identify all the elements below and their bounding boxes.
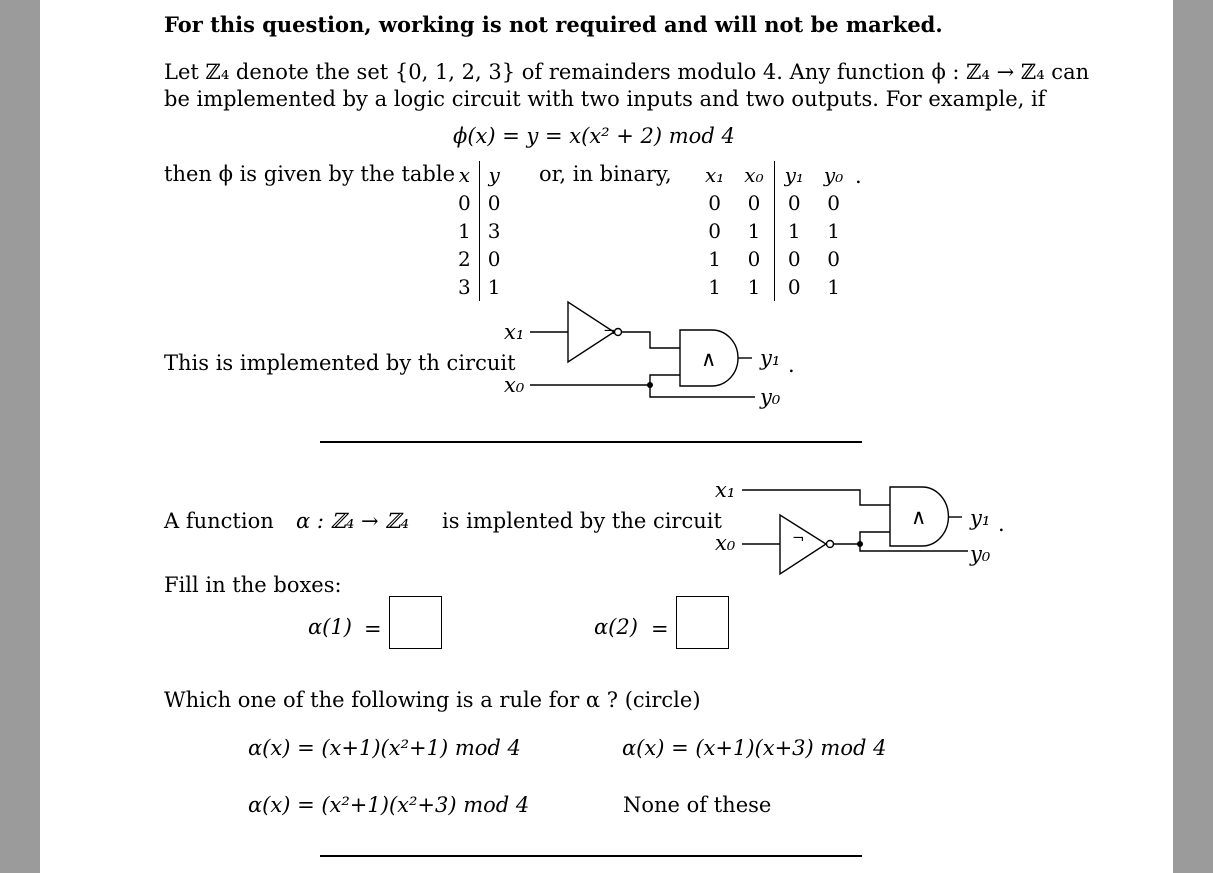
table-xy-cell: 0 [487, 247, 501, 271]
table-xy-cell: 0 [487, 191, 501, 215]
circuit-1-wire [650, 385, 755, 397]
circuit-2-wire [742, 490, 890, 505]
divider [320, 855, 862, 857]
example-formula: ϕ(x) = y = x(x² + 2) mod 4 [453, 124, 735, 148]
table-binary-cell: 1 [827, 275, 840, 299]
fill-prompt: Fill in the boxes: [164, 573, 342, 597]
circuit-1-not-label: ¬ [603, 322, 616, 340]
table-binary-cell: 0 [827, 191, 840, 215]
intro-line-1: Let ℤ₄ denote the set {0, 1, 2, 3} of remainders modulo 4. Any function ϕ : ℤ₄ → ℤ₄ can [164, 60, 1090, 84]
circuit-2-output-y0: y₀ [970, 542, 991, 566]
circuit-1-output-y1: y₁ [760, 346, 781, 370]
then-text: then ϕ is given by the table [164, 162, 455, 186]
table-binary-cell: 0 [708, 219, 722, 243]
circuit-1-diagram [490, 295, 850, 415]
table-binary [695, 161, 853, 301]
table-xy-cell: 1 [450, 217, 479, 245]
alpha-1-answer-box[interactable] [389, 596, 442, 649]
intro-line-2: be implemented by a logic circuit with two inputs and two outputs. For example, if [164, 87, 1046, 111]
table-xy-cell: 3 [487, 219, 501, 243]
table-xy-cell: 2 [450, 245, 479, 273]
table-binary-header: y₀ [823, 163, 844, 187]
circuit-2-not-label: ¬ [792, 529, 805, 547]
circuit-2-input-x1: x₁ [715, 478, 736, 502]
alpha-2-answer-box[interactable] [676, 596, 729, 649]
or-binary-text: or, in binary, [539, 162, 672, 186]
table-binary-cell: 0 [787, 191, 801, 215]
circuit-2-diagram [730, 470, 990, 585]
function-label: A function [164, 509, 274, 533]
junction-dot-icon [647, 382, 653, 388]
alpha-1-label: α(1) [308, 615, 352, 639]
alpha-1-equals: = [364, 617, 382, 641]
table-binary-cell: 1 [787, 219, 801, 243]
inversion-bubble-icon [827, 541, 834, 548]
circuit-2-period: . [998, 512, 1005, 536]
circuit-2-output-y1: y₁ [970, 506, 991, 530]
circuit-1-input-x1: x₁ [504, 320, 525, 344]
divider [320, 441, 862, 443]
table-binary-cell: 0 [787, 247, 801, 271]
choice-option-4[interactable]: None of these [623, 793, 772, 817]
table-xy-cell: 0 [450, 189, 479, 217]
circuit-1-wire [650, 375, 680, 385]
circuit-1-output-y0: y₀ [760, 385, 781, 409]
circuit-1-input-x0: x₀ [504, 373, 525, 397]
table-binary-header: y₁ [784, 163, 804, 187]
circuit-1-wire [622, 332, 680, 348]
table-binary-period: . [855, 164, 862, 188]
table-xy-cell: 3 [450, 273, 479, 301]
choice-option-3[interactable]: α(x) = (x²+1)(x²+3) mod 4 [248, 793, 530, 817]
function-signature: α : ℤ₄ → ℤ₄ [296, 509, 410, 533]
circuit-1-caption: This is implemented by th circuit [164, 351, 516, 375]
alpha-2-label: α(2) [594, 615, 638, 639]
table-xy-header-y: y [488, 163, 500, 187]
table-binary-header: x₀ [734, 161, 774, 189]
table-binary-cell: 1 [827, 219, 840, 243]
choice-option-1[interactable]: α(x) = (x+1)(x²+1) mod 4 [248, 736, 521, 760]
choice-option-2[interactable]: α(x) = (x+1)(x+3) mod 4 [622, 736, 887, 760]
table-binary-cell: 0 [827, 247, 840, 271]
table-xy-header-x: x [450, 161, 479, 189]
implemented-text: is implented by the circuit [442, 509, 722, 533]
heading: For this question, working is not required and will not be marked. [164, 12, 943, 37]
table-binary-cell: 0 [787, 275, 801, 299]
table-binary-cell: 1 [708, 247, 722, 271]
table-binary-cell: 0 [708, 191, 722, 215]
junction-dot-icon [857, 541, 863, 547]
circuit-2-wire [860, 532, 890, 544]
page [40, 0, 1173, 873]
table-xy-cell: 1 [487, 275, 501, 299]
table-xy [450, 161, 508, 301]
choice-prompt: Which one of the following is a rule for α ? (circle) [164, 688, 701, 712]
table-binary-cell: 0 [734, 189, 774, 217]
table-binary-header: x₁ [705, 163, 725, 187]
circuit-1-and-label: ∧ [701, 347, 717, 371]
circuit-2-input-x0: x₀ [715, 531, 736, 555]
circuit-2-and-label: ∧ [911, 505, 927, 529]
alpha-2-equals: = [651, 617, 669, 641]
table-binary-cell: 1 [734, 217, 774, 245]
table-binary-cell: 0 [734, 245, 774, 273]
circuit-1-period: . [788, 353, 795, 377]
table-binary-cell: 1 [734, 273, 774, 301]
table-binary-cell: 1 [708, 275, 722, 299]
